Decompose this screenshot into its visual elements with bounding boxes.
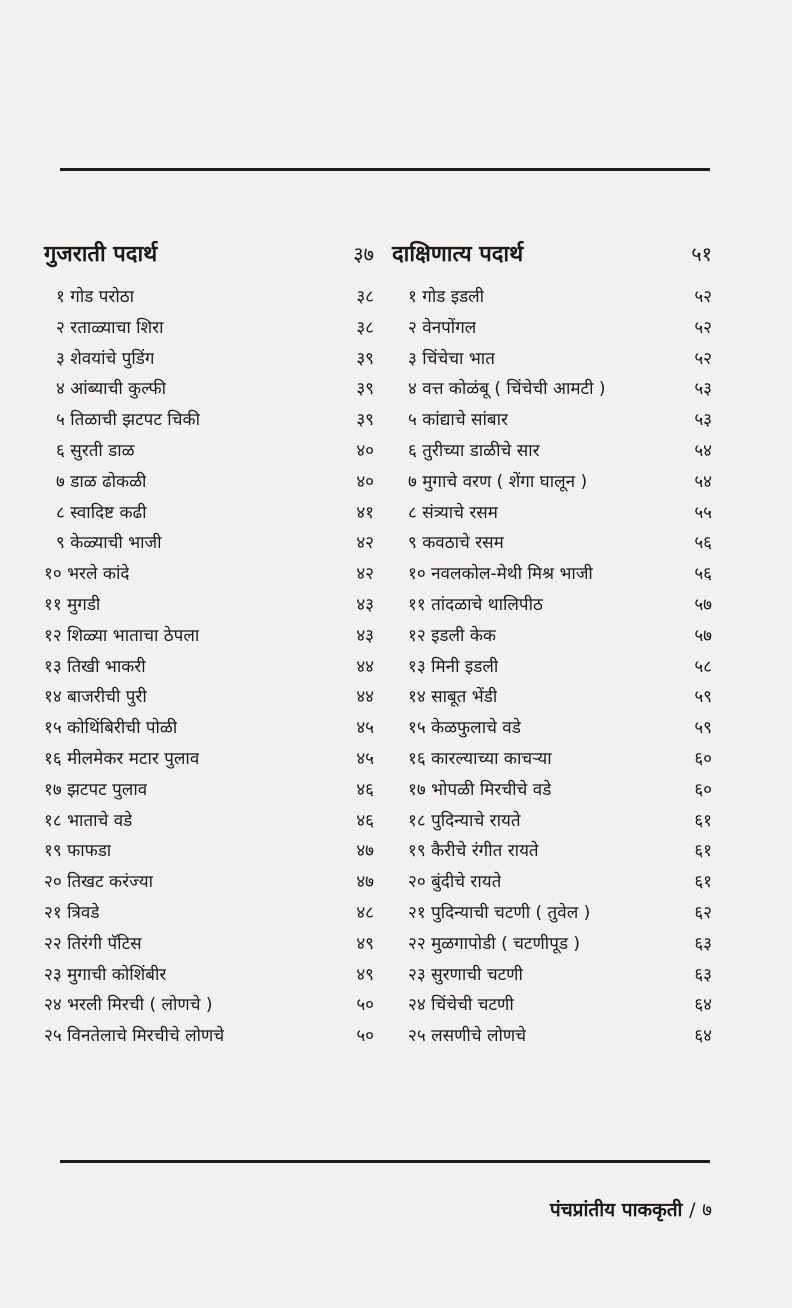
toc-entry xyxy=(392,929,712,960)
toc-entry xyxy=(392,313,712,344)
toc-entry xyxy=(44,960,374,991)
page-ref: ५८ xyxy=(694,656,712,677)
page-number: ७ xyxy=(702,1199,712,1221)
recipe-title: २१ पुदिन्याची चटणी ( तुवेल ) xyxy=(408,902,591,923)
recipe-title: ८ संत्र्याचे रसम xyxy=(408,502,498,523)
recipe-title: ११ मुगडी xyxy=(44,594,101,615)
toc-entry xyxy=(44,682,374,713)
toc-entry xyxy=(44,528,374,559)
page-ref: ५९ xyxy=(694,687,712,708)
top-rule xyxy=(60,168,710,171)
recipe-title: २२ मुळगापोडी ( चटणीपूड ) xyxy=(408,933,580,954)
page-footer xyxy=(550,1196,712,1222)
page-ref: ३९ xyxy=(356,379,374,400)
recipe-title: ५ तिळाची झटपट चिकी xyxy=(56,410,200,431)
gujarati-section xyxy=(44,238,374,1052)
toc-entry xyxy=(44,621,374,652)
page-ref: ५४ xyxy=(694,440,712,461)
page-ref: ६३ xyxy=(694,933,712,954)
recipe-title: ३ चिंचेचा भात xyxy=(408,348,495,369)
page-ref: ४७ xyxy=(356,841,374,862)
recipe-title: १३ मिनी इडली xyxy=(408,656,499,677)
south-indian-list xyxy=(392,282,712,1052)
recipe-title: २१ त्रिवडे xyxy=(44,902,100,923)
recipe-title: २३ मुगाची कोशिंबीर xyxy=(44,964,167,985)
page-ref: ३९ xyxy=(356,410,374,431)
recipe-title: १० नवलकोल-मेथी मिश्र भाजी xyxy=(408,564,593,585)
page-ref: ३९ xyxy=(356,348,374,369)
page-ref: ५७ xyxy=(694,594,712,615)
toc-entry xyxy=(392,559,712,590)
recipe-title: ७ मुगाचे वरण ( शेंगा घालून ) xyxy=(408,471,588,492)
page-ref: ४३ xyxy=(356,625,374,646)
toc-entry xyxy=(392,436,712,467)
page-ref: ५२ xyxy=(694,317,712,338)
toc-entry xyxy=(392,836,712,867)
recipe-title: १५ केळफुलाचे वडे xyxy=(408,718,521,739)
page-ref: ४६ xyxy=(356,810,374,831)
page-ref: ५४ xyxy=(694,471,712,492)
page-ref: ४० xyxy=(356,440,374,461)
page-ref: ५० xyxy=(356,995,374,1016)
section-title: गुजराती पदार्थ xyxy=(44,242,158,267)
page-ref: ५९ xyxy=(694,718,712,739)
page-ref: ६१ xyxy=(694,872,712,893)
page-ref: ५७ xyxy=(694,625,712,646)
page-ref: ५३ xyxy=(694,379,712,400)
recipe-title: ६ तुरीच्या डाळीचे सार xyxy=(408,440,540,461)
recipe-title: ३ शेवयांचे पुडिंग xyxy=(56,348,155,369)
page-ref: ५२ xyxy=(694,348,712,369)
toc-entry xyxy=(44,929,374,960)
recipe-title: १४ बाजरीची पुरी xyxy=(44,687,147,708)
page-ref: ४७ xyxy=(356,872,374,893)
section-page: ३७ xyxy=(353,242,374,266)
page-ref: ४३ xyxy=(356,594,374,615)
toc-entry xyxy=(44,344,374,375)
bottom-rule xyxy=(60,1160,710,1163)
toc-entry xyxy=(392,775,712,806)
recipe-title: १६ मीलमेकर मटार पुलाव xyxy=(44,748,200,769)
toc-entry xyxy=(44,374,374,405)
page-ref: ४९ xyxy=(356,964,374,985)
toc-entry xyxy=(392,1021,712,1052)
page-ref: ४६ xyxy=(356,779,374,800)
page-ref: ४५ xyxy=(356,748,374,769)
recipe-title: १० भरले कांदे xyxy=(44,564,130,585)
recipe-title: २ रताळ्याचा शिरा xyxy=(56,317,164,338)
recipe-title: १८ पुदिन्याचे रायते xyxy=(408,810,521,831)
recipe-title: ११ तांदळाचे थालिपीठ xyxy=(408,594,543,615)
page-ref: ४८ xyxy=(356,902,374,923)
toc-entry xyxy=(44,652,374,683)
recipe-title: १९ कैरीचे रंगीत रायते xyxy=(408,841,539,862)
toc-entry xyxy=(44,313,374,344)
page-ref: ४५ xyxy=(356,718,374,739)
recipe-title: ८ स्वादिष्ट कढी xyxy=(56,502,147,523)
recipe-title: १२ शिळ्या भाताचा ठेपला xyxy=(44,625,200,646)
toc-entry xyxy=(392,344,712,375)
page-ref: ६१ xyxy=(694,841,712,862)
recipe-title: २४ भरली मिरची ( लोणचे ) xyxy=(44,995,213,1016)
toc-entry xyxy=(44,436,374,467)
recipe-title: ४ वत्त कोळंबू ( चिंचेची आमटी ) xyxy=(408,379,606,400)
toc-entry xyxy=(392,990,712,1021)
recipe-title: ७ डाळ ढोकळी xyxy=(56,471,147,492)
recipe-title: २० तिखट करंज्या xyxy=(44,872,154,893)
south-indian-section xyxy=(392,238,712,1052)
toc-entry xyxy=(44,467,374,498)
recipe-title: १२ इडली केक xyxy=(408,625,496,646)
toc-entry xyxy=(392,682,712,713)
recipe-title: ५ कांद्याचे सांबार xyxy=(408,410,508,431)
toc-entry xyxy=(392,498,712,529)
recipe-title: २० बुंदीचे रायते xyxy=(408,872,502,893)
page-ref: ५६ xyxy=(694,564,712,585)
toc-entry xyxy=(44,1021,374,1052)
page-ref: ५६ xyxy=(694,533,712,554)
recipe-title: १७ भोपळी मिरचीचे वडे xyxy=(408,779,552,800)
page-ref: ४४ xyxy=(356,687,374,708)
recipe-title: १९ फाफडा xyxy=(44,841,112,862)
section-heading xyxy=(44,238,374,282)
recipe-title: २३ सुरणाची चटणी xyxy=(408,964,523,985)
toc-entry xyxy=(392,867,712,898)
page-ref: ४४ xyxy=(356,656,374,677)
page-ref: ४१ xyxy=(356,502,374,523)
page-ref: ३८ xyxy=(356,317,374,338)
page-ref: ६० xyxy=(694,748,712,769)
toc-entry xyxy=(44,775,374,806)
toc-entry xyxy=(392,282,712,313)
recipe-title: २४ चिंचेची चटणी xyxy=(408,995,514,1016)
toc-entry xyxy=(392,590,712,621)
recipe-title: २५ लसणीचे लोणचे xyxy=(408,1026,527,1047)
recipe-title: १३ तिखी भाकरी xyxy=(44,656,146,677)
page-ref: ५२ xyxy=(694,287,712,307)
page-ref: ५० xyxy=(356,1026,374,1047)
page-ref: ४९ xyxy=(356,933,374,954)
toc-entry xyxy=(44,867,374,898)
recipe-title: २५ विनतेलाचे मिरचीचे लोणचे xyxy=(44,1026,225,1047)
toc-entry xyxy=(392,652,712,683)
page-ref: ५३ xyxy=(694,410,712,431)
toc-entry xyxy=(44,806,374,837)
toc-entry xyxy=(392,467,712,498)
toc-entry xyxy=(392,898,712,929)
page-ref: ३८ xyxy=(356,287,374,307)
toc-entry xyxy=(392,621,712,652)
toc-entry xyxy=(392,806,712,837)
recipe-title: १७ झटपट पुलाव xyxy=(44,779,148,800)
page-ref: ४२ xyxy=(356,564,374,585)
recipe-title: ९ केळ्याची भाजी xyxy=(56,533,162,554)
page-ref: ६४ xyxy=(694,995,712,1016)
page-ref: ६२ xyxy=(694,902,712,923)
page-ref: ४२ xyxy=(356,533,374,554)
book-title: पंचप्रांतीय पाककृती xyxy=(549,1199,683,1221)
recipe-title: १ गोड इडली xyxy=(408,287,485,307)
section-heading xyxy=(392,238,712,282)
recipe-title: १४ साबूत भेंडी xyxy=(408,687,498,708)
gujarati-list xyxy=(44,282,374,1052)
page-ref: ६३ xyxy=(694,964,712,985)
section-page: ५१ xyxy=(691,242,712,266)
toc-entry xyxy=(44,559,374,590)
recipe-title: १६ कारल्याच्या काचऱ्या xyxy=(408,748,552,769)
page-ref: ६४ xyxy=(694,1026,712,1047)
toc-entry xyxy=(392,528,712,559)
page-ref: ६१ xyxy=(694,810,712,831)
page-ref: ५५ xyxy=(694,502,712,523)
recipe-title: १८ भाताचे वडे xyxy=(44,810,133,831)
recipe-title: २२ तिरंगी पॅटिस xyxy=(44,933,142,954)
toc-entry xyxy=(44,836,374,867)
toc-entry xyxy=(44,713,374,744)
recipe-title: २ वेनपोंगल xyxy=(408,317,477,338)
toc-entry xyxy=(392,374,712,405)
toc-entry xyxy=(44,898,374,929)
toc-entry xyxy=(392,405,712,436)
page-ref: ६० xyxy=(694,779,712,800)
toc-entry xyxy=(392,960,712,991)
section-title: दाक्षिणात्य पदार्थ xyxy=(392,242,524,267)
toc-entry xyxy=(392,713,712,744)
toc-entry xyxy=(44,990,374,1021)
toc-entry xyxy=(44,405,374,436)
recipe-title: ९ कवठाचे रसम xyxy=(408,533,504,554)
footer-separator: / xyxy=(689,1199,696,1221)
recipe-title: १५ कोथिंबिरीची पोळी xyxy=(44,718,178,739)
recipe-title: ६ सुरती डाळ xyxy=(56,440,135,461)
recipe-title: १ गोड परोठा xyxy=(56,287,135,307)
toc-entry xyxy=(44,498,374,529)
toc-entry xyxy=(44,744,374,775)
page-ref: ४० xyxy=(356,471,374,492)
toc-entry xyxy=(44,282,374,313)
toc-entry xyxy=(392,744,712,775)
recipe-title: ४ आंब्याची कुल्फी xyxy=(56,379,167,400)
toc-entry xyxy=(44,590,374,621)
